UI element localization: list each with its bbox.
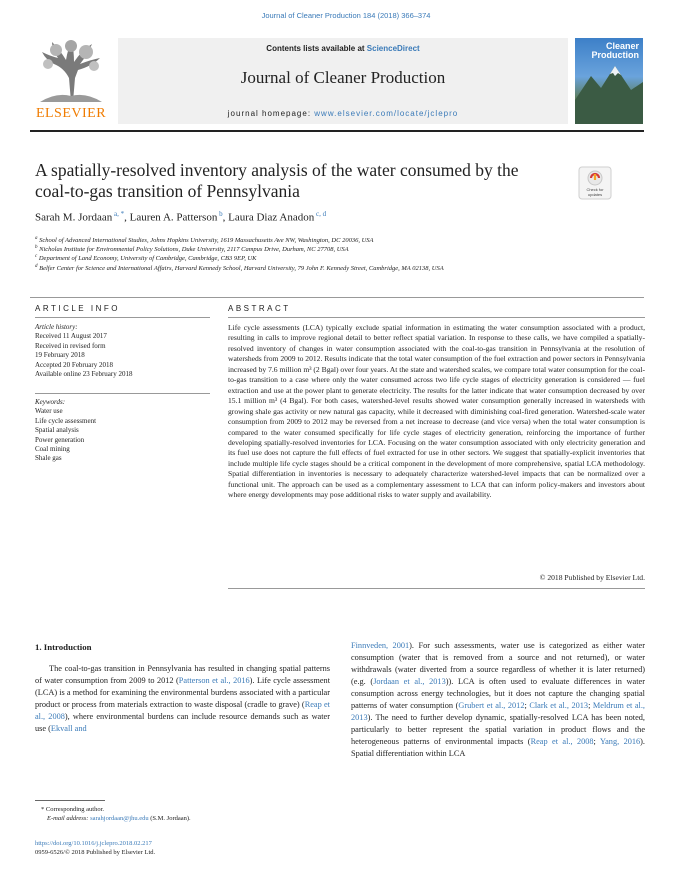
keyword-item: Life cycle assessment [35, 416, 97, 425]
svg-text:Check for: Check for [586, 187, 604, 192]
affiliation-line [35, 245, 349, 253]
affiliation-mark: a [35, 236, 38, 241]
publisher-name: ELSEVIER [35, 106, 107, 121]
author-email-link[interactable]: sarahjordaan@jhu.edu [90, 815, 149, 822]
corresponding-author-note: * Corresponding author. E-mail address: sarahjordaan@jhu.edu (S.M. Jordaan). [41, 806, 191, 822]
history-item: Received in revised form [35, 341, 106, 350]
keyword-list [35, 407, 195, 463]
article-history [35, 323, 195, 379]
affiliation-text: Department of Land Economy, University of Cambridge, Cambridge, CB3 9EP, UK [37, 255, 257, 263]
check-for-updates-button[interactable] [578, 166, 612, 200]
keyword-item: Power generation [35, 435, 85, 444]
citation-link[interactable]: Reap et al., 2008 [530, 737, 594, 747]
author-name[interactable]: Laura Diaz Anadon [228, 211, 315, 224]
abstract-end-divider [228, 588, 645, 589]
article-info-heading: ARTICLE INFO [35, 304, 120, 313]
issn-line: 0959-6526/© 2018 Published by Elsevier Ltd. [35, 849, 156, 856]
affiliation-line [35, 264, 444, 272]
keywords-label: Keywords: [35, 398, 66, 406]
body-text: ). The need to further develop dynamic, spatially-resolved LCA has been noted, particularly to better represent the spatial variation in product flows and the heterogeneous patterns of environmental impacts ( [351, 713, 645, 747]
keyword-item: Coal mining [35, 445, 70, 454]
citation-link[interactable]: Grubert et al., 2012 [458, 701, 525, 711]
cover-title-line-2: Production [591, 50, 639, 60]
body-text: ; [593, 737, 600, 747]
body-text: ). Spatial differentiation within LCA [351, 737, 646, 759]
citation-link[interactable]: Finnveden, 2001 [351, 641, 410, 650]
citation-link[interactable]: Yang, 2016 [599, 737, 641, 747]
email-owner: (S.M. Jordaan). [148, 815, 191, 822]
corresponding-label: Corresponding author. [45, 806, 105, 813]
contents-line [118, 44, 568, 53]
keyword-item: Spatial analysis [35, 426, 79, 435]
author-affiliation-mark[interactable]: a, * [112, 210, 125, 218]
section-divider [30, 297, 644, 298]
doi-block [35, 839, 155, 857]
body-text: The coal-to-gas transition in Pennsylvania has resulted in changing spatial patterns of water consumption from 2009 to 2012 ( [35, 664, 330, 686]
history-list [35, 332, 195, 379]
history-item: Accepted 20 February 2018 [35, 360, 113, 369]
history-item: 19 February 2018 [35, 351, 85, 360]
journal-citation[interactable]: Journal of Cleaner Production 184 (2018) 366–374 [261, 11, 431, 20]
affiliation-line [35, 254, 256, 262]
author-name[interactable]: Sarah M. Jordaan [35, 211, 113, 224]
check-for-updates-icon [578, 166, 612, 200]
author-affiliation-mark[interactable]: b [217, 210, 223, 218]
author-name[interactable]: Lauren A. Patterson [129, 211, 218, 224]
keyword-item: Shale gas [35, 454, 62, 463]
body-text: ), where environmental burdens can include resource demands such as water use ( [35, 712, 330, 734]
journal-title: Journal of Cleaner Production [240, 68, 446, 87]
abstract-divider [228, 317, 645, 318]
affiliation-mark: d [35, 264, 38, 269]
journal-cover-image [575, 38, 643, 124]
citation-link[interactable]: Clark et al., 2013 [529, 701, 589, 711]
history-item: Received 11 August 2017 [35, 332, 107, 341]
history-item: Available online 23 February 2018 [35, 370, 133, 379]
intro-left-column [35, 663, 330, 735]
author-affiliation-mark[interactable]: c, d [314, 210, 327, 218]
article-info-divider [35, 317, 210, 318]
citation-link[interactable]: Meldrum et al., 2013 [351, 701, 645, 723]
article-title: A spatially-resolved inventory analysis of the water consumed by the coal-to-gas transition of Pennsylvania [35, 160, 519, 201]
journal-homepage [118, 109, 568, 118]
footnote-divider [35, 800, 105, 801]
cover-title [592, 42, 640, 60]
elsevier-logo [30, 38, 112, 124]
keywords-divider [35, 393, 210, 394]
affiliation-text: Nicholas Institute for Environmental Policy Solutions, Duke University, 2117 Campus Drive, Durham, NC 27708, USA [37, 246, 349, 254]
body-text: ; [524, 701, 530, 711]
affiliation-mark: c [35, 254, 38, 259]
body-text: ; [588, 701, 593, 711]
doi-link[interactable]: https://doi.org/10.1016/j.jclepro.2018.02.217 [35, 840, 152, 847]
elsevier-tree-icon [36, 38, 106, 104]
body-text: ). Life cycle assessment (LCA) is a method for examining the environmental burdens associated with a particular product or process from materials extraction to waste disposal (cradle to grave) ( [35, 676, 330, 710]
keyword-item: Water use [35, 407, 63, 416]
affiliation-text: Belfer Center for Science and International Affairs, Harvard Kennedy School, Harvard University, 79 John F. Kennedy Street, Cambridge, MA 02138, USA [37, 265, 444, 273]
email-label: E-mail address: [47, 815, 91, 822]
sciencedirect-link[interactable]: ScienceDirect [366, 44, 420, 53]
history-label: Article history: [35, 323, 78, 331]
citation-link[interactable]: Ekvall and [50, 724, 87, 734]
body-text: )). LCA is often used to evaluate differences in water consumption across energy technologies, but it does not capture the changing spatial patterns of water consumption ( [351, 677, 645, 711]
introduction-heading: 1. Introduction [35, 642, 92, 652]
keywords-block [35, 398, 195, 464]
contents-prefix: Contents lists available at [266, 44, 367, 53]
svg-text:updates: updates [587, 192, 603, 197]
header-divider [30, 130, 644, 132]
affiliation-line [35, 236, 374, 244]
homepage-prefix: journal homepage: [227, 109, 315, 118]
intro-right-column [351, 640, 645, 760]
author-list: Sarah M. Jordaan $^{a, *}$, Lauren A. Patterson $^b$, Laura Diaz Anadon $^{c, d}$ [35, 210, 327, 224]
citation-link[interactable]: Patterson et al., 2016 [178, 676, 250, 686]
abstract-heading: ABSTRACT [228, 304, 291, 313]
abstract-copyright: © 2018 Published by Elsevier Ltd. [539, 573, 645, 582]
cover-title-line-1: Cleaner [605, 41, 639, 51]
body-text: ). For such assessments, water use is categorized as either water consumption (water that is removed from a source and not returned), or water withdrawals (water diverted from a source regardless of whether it is later returned) (e.g. ( [351, 641, 645, 687]
affiliation-mark: b [35, 245, 38, 250]
homepage-link[interactable]: www.elsevier.com/locate/jclepro [314, 109, 459, 118]
citation-link[interactable]: Reap et al., 2008 [35, 700, 330, 722]
abstract-text: Life cycle assessments (LCA) typically exclude spatial information in estimating the water consumption associated with a product, resulting in calls to improve regional detail to better reflect spatial variation. In response to these calls, we have compiled a spatially-resolved inventory of changes in water consumption associated with the coal-to-gas transition in Pennsylvania at the resolution of watersheds from 2009 to 2012. Results indicate that the total water consumption of the fuel extraction and power sectors in Pennsylvania increased by 7.6 million m³ (2 Bgal) over four years. At the state and watershed scales, we compare total water consumption for the coal-to-gas transition to a case where only the water consumed across two life cycle stages of electricity generation is considered — fuel extraction and use at the power plant to generate electricity. The results for the latter indicate that water consumption decreased by over 15.1 million m³ (4 Bgal). For both cases, watershed-level results showed water consumption generally increased in watersheds with growing shale gas activity or new natural gas capacity, while it decreased with diminishing coal-fired generation. Watershed-scale water consumption from 2009 to 2012 may be reversed from a net increase to decrease (and vice versa) when the total water consumption is compared to the water consumed specifically for life cycle stages of electricity generation, reinforcing the importance of further developing spatially-resolved inventories for LCA. Focusing on the water consumption associated with only electricity generation and its fuel use does not capture the full effects of fuel extracted for use in other sectors. We suggest that spatially-explicit inventories that include multiple life cycle stages should be a critical component in the development of more comprehensive, spatial LCA methodology. Spatial differentiation in inventories is necessary to adequately characterize watershed-level impacts that can be normalized over a functional unit. The approach can be used as a complementary assessment to LCA that can inform policy-makers and investors about where energy developments may pose additional risks to water supply and availability. [228, 323, 645, 500]
affiliation-text: School of Advanced International Studies, Johns Hopkins University, 1619 Massachusetts Ave NW, Washington, DC 20036, USA [37, 237, 374, 245]
citation-link[interactable]: Jordaan et al., 2013 [373, 677, 446, 687]
